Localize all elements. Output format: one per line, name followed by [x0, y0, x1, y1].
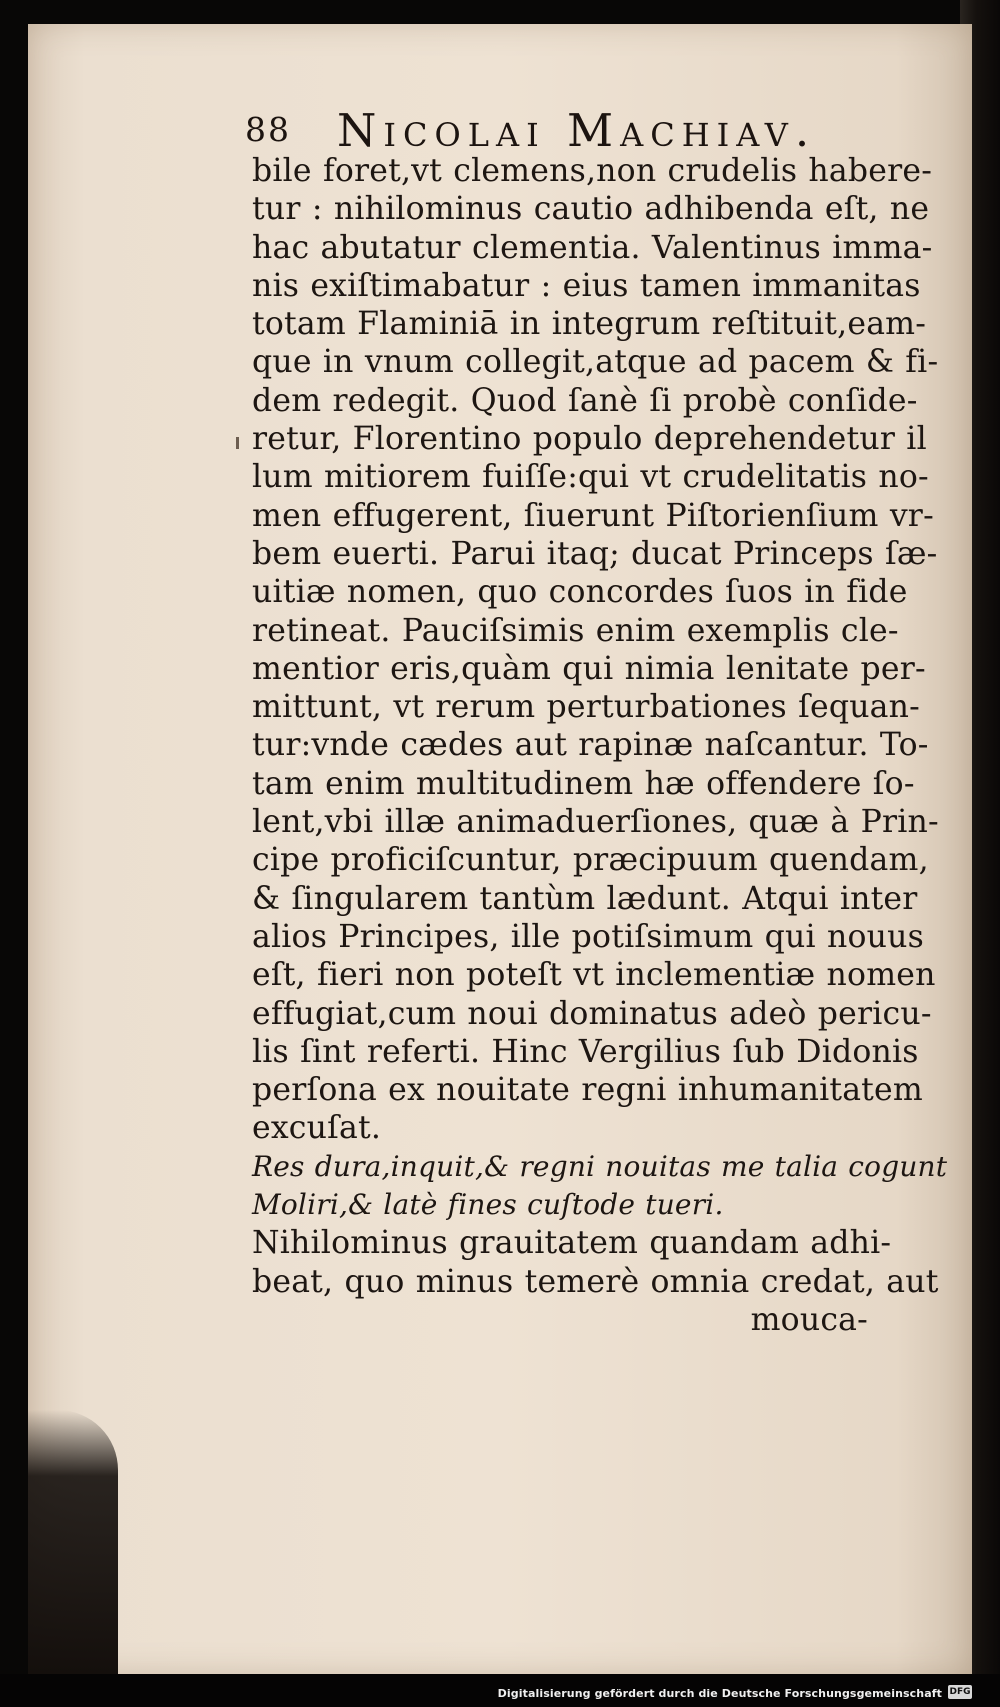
- text-line: perſona ex nouitate regni inhumanitatem: [252, 1072, 923, 1109]
- text-line: cipe proficiſcuntur, præcipuum quendam,: [252, 842, 929, 879]
- text-line: bile foret,vt clemens,non crudelis habere-: [252, 153, 933, 189]
- text-line: totam Flaminiā in integrum reſtituit,eam-: [252, 306, 927, 343]
- digitization-credit: Digitalisierung gefördert durch die Deutsche Forschungsgemeinschaft: [497, 1687, 942, 1700]
- dfg-logo-icon: DFG: [949, 1687, 971, 1697]
- text-line: lis ſint referti. Hinc Vergilius ſub Didonis: [252, 1033, 919, 1070]
- text-line: eſt, fieri non poteſt vt inclementiæ nomen: [252, 957, 936, 994]
- text-line: uitiæ nomen, quo concordes ſuos in fide: [252, 574, 908, 611]
- verse-line: Moliri,& latè fines cuſtode tueri.: [252, 1188, 724, 1222]
- text-line: excuſat.: [252, 1110, 382, 1147]
- verse-line: Res dura,inquit,& regni nouitas me talia cogunt: [252, 1149, 948, 1183]
- text-line: retineat. Pauciſsimis enim exemplis cle-: [252, 612, 899, 649]
- text-line: & ſingularem tantùm lædunt. Atqui inter: [252, 880, 918, 917]
- text-line: dem redegit. Quod ſanè ſi probè conſide-: [252, 382, 918, 419]
- text-line: tur : nihilominus cautio adhibenda eſt, ne: [252, 191, 930, 228]
- body-text: [252, 152, 948, 1339]
- text-line: men effugerent, ſiuerunt Piſtorienſium vr-: [252, 497, 934, 534]
- catchword: mouca-: [750, 1301, 868, 1338]
- text-line: alios Principes, ille potiſsimum qui nouus: [252, 918, 925, 955]
- text-line: mentior eris,quàm qui nimia lenitate per-: [252, 650, 926, 687]
- margin-mark: [236, 437, 239, 449]
- text-line: beat, quo minus temerè omnia credat, aut: [252, 1263, 939, 1300]
- text-line: nis exiſtimabatur : eius tamen immanitas: [252, 267, 921, 304]
- text-line: effugiat,cum noui dominatus adeò pericu-: [252, 995, 932, 1032]
- page-number: 88: [245, 110, 291, 149]
- text-line: Nihilominus grauitatem quandam adhi-: [252, 1225, 892, 1262]
- text-line: retur, Florentino populo deprehendetur il: [252, 421, 927, 458]
- page-shadow: [28, 1410, 118, 1674]
- text-line: que in vnum collegit,atque ad pacem & fi-: [252, 344, 939, 381]
- text-line: lent,vbi illæ animaduerſiones, quæ à Prin-: [252, 804, 939, 841]
- text-line: hac abutatur clementia. Valentinus imma-: [252, 229, 933, 266]
- text-line: lum mitiorem fuiſſe:qui vt crudelitatis no-: [252, 459, 929, 496]
- text-line: mittunt, vt rerum perturbationes ſequan-: [252, 689, 920, 726]
- text-line: tam enim multitudinem hæ offendere ſo-: [252, 765, 915, 802]
- text-line: bem euerti. Parui itaq; ducat Princeps ſæ-: [252, 535, 938, 572]
- running-title: Nicolai Machiav.: [337, 104, 817, 157]
- text-line: tur:vnde cædes aut rapinæ naſcantur. To-: [252, 727, 929, 764]
